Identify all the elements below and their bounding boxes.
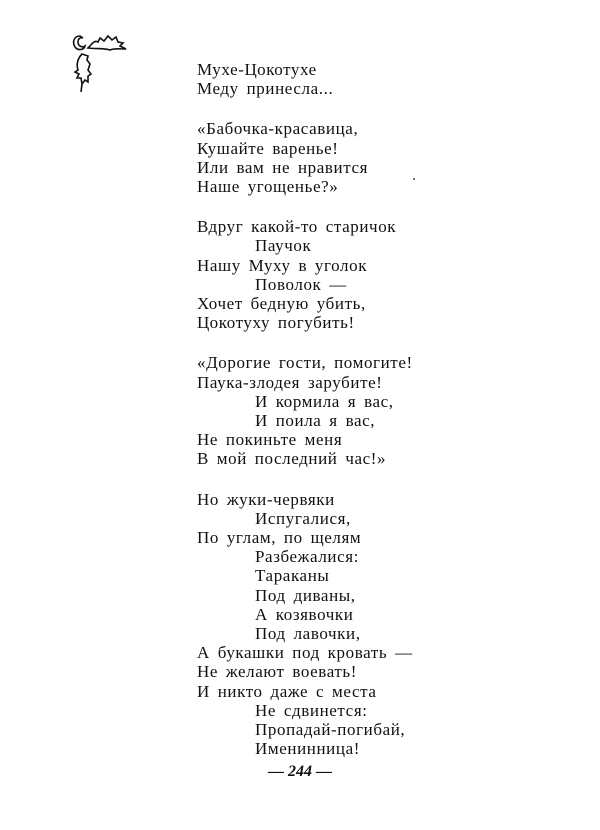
verse-line: «Бабочка-красавица,	[197, 119, 359, 139]
stanza	[197, 490, 413, 759]
verse-line: А козявочки	[255, 604, 354, 624]
verse-line: Кушайте варенье!	[197, 138, 339, 158]
verse-line: Испугалися,	[255, 508, 351, 528]
stanza	[197, 119, 413, 196]
verse-line: Мухе-Цокотухе	[197, 60, 317, 79]
verse-line: Хочет бедную убить,	[197, 294, 366, 314]
verse-line: Пропадай-погибай,	[255, 720, 406, 740]
leaf-ornament-icon	[70, 32, 132, 92]
page-number: — 244 —	[268, 763, 332, 780]
verse-line: Или вам не нравится	[197, 157, 369, 177]
verse-line: Не желают воевать!	[197, 662, 358, 682]
verse-line: В мой последний час!»	[197, 449, 387, 469]
verse-line: Под диваны,	[255, 585, 356, 605]
verse-line: Паучок	[255, 236, 312, 256]
verse-line: Под лавочки,	[255, 624, 361, 644]
verse-line: Меду принесла...	[197, 79, 334, 99]
stanza	[197, 353, 413, 468]
verse-line: И никто даже с места	[197, 681, 377, 701]
verse-line: Не покиньте меня	[197, 430, 343, 450]
verse-line: «Дорогие гости, помогите!	[197, 353, 413, 373]
poem-text	[197, 60, 413, 759]
verse-line: Вдруг какой-то старичок	[197, 217, 397, 237]
verse-line: Паука-злодея зарубите!	[197, 372, 383, 392]
verse-line: Поволок —	[255, 274, 347, 294]
verse-line: А букашки под кровать —	[197, 643, 413, 663]
verse-line: Наше угощенье?»	[197, 177, 339, 197]
verse-line: И поила я вас,	[255, 411, 376, 431]
verse-line: Но жуки-червяки	[197, 489, 335, 509]
verse-line: По углам, по щелям	[197, 528, 362, 548]
verse-line: Тараканы	[255, 566, 330, 586]
speck	[413, 178, 415, 180]
stanza	[197, 217, 413, 332]
verse-line: Разбежалися:	[255, 547, 359, 567]
verse-line: И кормила я вас,	[255, 391, 394, 411]
verse-line: Цокотуху погубить!	[197, 313, 355, 333]
verse-line: Не сдвинется:	[255, 700, 368, 720]
verse-line: Нашу Муху в уголок	[197, 255, 368, 275]
verse-line: Именинница!	[255, 739, 360, 759]
stanza	[197, 60, 413, 98]
